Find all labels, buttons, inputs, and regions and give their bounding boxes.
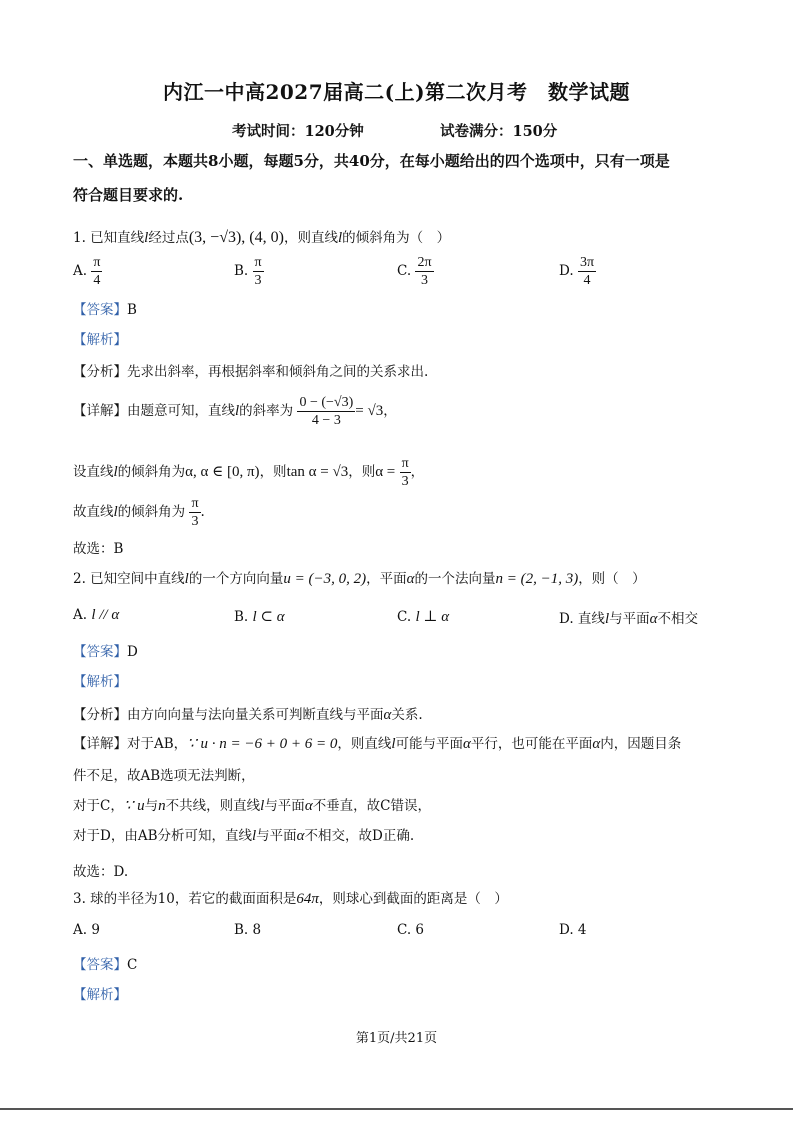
q2-fenxi: 【分析】由方向向量与法向量关系可判断直线与平面α关系. [73,707,423,723]
q2-choice: 故选：D. [73,864,129,880]
q3-option-c: C. 6 [397,922,425,938]
bottom-divider [0,1108,793,1110]
q3-answer: 【答案】C [73,957,138,973]
page-footer: 第1页/共21页 [355,1031,438,1046]
q2-option-d: D. 直线l与平面α不相交 [559,611,698,627]
q2-option-b: B. l ⊂ α [234,609,285,625]
q3-stem: 3. 球的半径为10，若它的截面面积是64π，则球心到截面的距离是（ ） [73,891,508,907]
q2-option-a: A. l // α [73,607,120,623]
section-heading: 一、单选题，本题共8小题，每题5分，共40分，在每小题给出的四个选项中，只有一项是 [73,152,670,170]
q2-stem: 2. 已知空间中直线l的一个方向向量u = (−3, 0, 2)，平面α的一个法向量n = (2, −1, 3)，则（ ） [73,571,646,587]
q2-detail-1: 【详解】对于AB，∵ u · n = −6 + 0 + 6 = 0，则直线l可能与平面α平行，也可能在平面α内，因题目条 [73,736,682,752]
q1-fenxi: 【分析】先求出斜率，再根据斜率和倾斜角之间的关系求出. [73,364,429,380]
q1-option-c: C. $\frac{2\pi}{3}$ [397,255,432,288]
q3-option-b: B. 8 [234,922,262,938]
q1-choice: 故选：B [73,541,124,557]
q1-detail-3: 故直线l的倾斜角为 $\frac{\pi}{3}$ . [73,496,205,529]
q3-analysis-label: 【解析】 [73,987,127,1003]
q1-detail-2: 设直线l的倾斜角为α, α ∈ [0, π)，则tan α = √3，则α = $\frac{\pi}{3}$ ， [73,456,425,489]
section-heading-cont: 符合题目要求的. [73,186,184,204]
q1-option-b: B. $\frac{\pi}{3}$ [234,255,262,288]
q2-detail-4: 对于D，由AB分析可知，直线l与平面α不相交，故D正确. [73,828,415,844]
q2-analysis-label: 【解析】 [73,674,127,690]
q2-detail-2: 件不足，故AB选项无法判断， [73,768,255,784]
q1-analysis-label: 【解析】 [73,332,127,348]
page-title: 内江一中高2027届高二(上)第二次月考 数学试题 [162,80,631,104]
q1-option-a: A. $\frac{\pi}{4}$ [73,255,101,288]
q1-detail-1: 【详解】由题意可知，直线l的斜率为 $\frac{0 - (-√3)}{4 - 3}$ = √3， [73,395,397,428]
q3-option-a: A. 9 [73,922,100,938]
exam-time: 考试时间：120分钟 [232,123,364,140]
q1-option-d: D. $\frac{3\pi}{4}$ [559,255,595,288]
q1-answer: 【答案】B [73,302,137,318]
q2-option-c: C. l ⊥ α [397,609,450,625]
q2-detail-3: 对于C，∵ u与n不共线，则直线l与平面α不垂直，故C错误， [73,798,432,814]
q2-answer: 【答案】D [73,644,138,660]
q1-stem: 1. 已知直线l经过点(3, −√3), (4, 0)，则直线l的倾斜角为（ ） [73,229,451,246]
exam-score: 试卷满分：150分 [440,123,558,140]
q3-option-d: D. 4 [559,922,587,938]
